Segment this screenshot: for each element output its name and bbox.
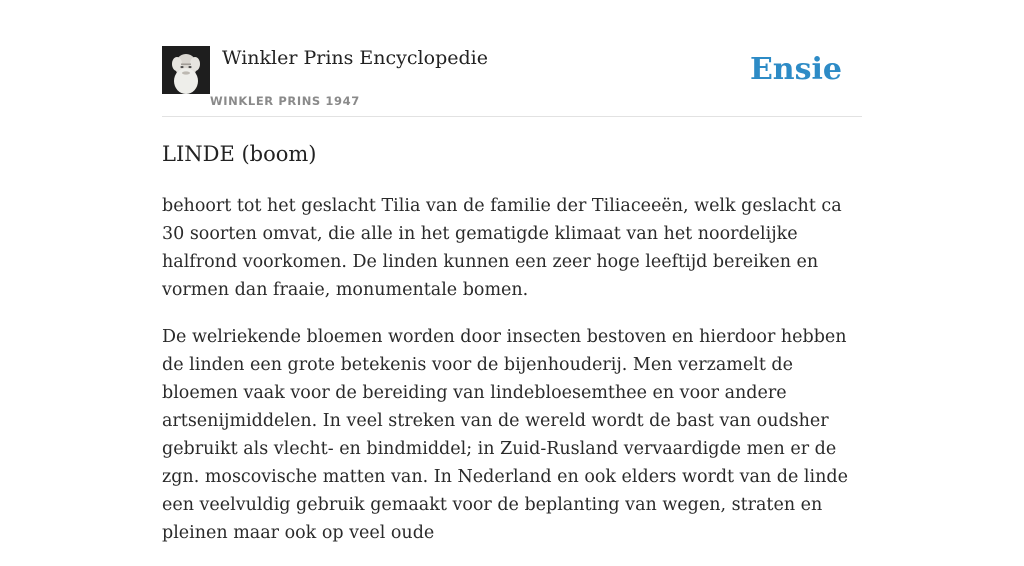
article-body: [162, 192, 862, 566]
article-title: LINDE (boom): [162, 142, 317, 166]
portrait-icon: [162, 46, 210, 94]
brand-logo[interactable]: Ensie: [749, 52, 842, 87]
paragraph-1: behoort tot het geslacht Tilia van de familie der Tiliaceeën, welk geslacht ca 30 soorten omvat, die alle in het gematigde klimaat van het noordelijke halfrond voorkomen. De linden kunnen een zeer hoge leeftijd bereiken en vormen dan fraaie, monumentale bomen.: [162, 196, 842, 300]
author-avatar[interactable]: [162, 46, 210, 94]
paragraph-2: De welriekende bloemen worden door insecten bestoven en hierdoor hebben de linden een grote betekenis voor de bijenhouderij. Men verzamelt de bloemen vaak voor de bereiding van lindebloesemthee en voor andere artsenijmiddelen. In veel streken van de wereld wordt de bast van oudsher gebruikt als vlecht- en bindmiddel; in Zuid-Rusland vervaardigde men er de zgn. moscovische matten van. In Nederland en ook elders wordt van de linde een veelvuldig gebruik gemaakt voor de beplanting van wegen, straten en pleinen maar ook op veel oude: [162, 327, 848, 543]
source-name[interactable]: Winkler Prins Encyclopedie: [222, 47, 488, 69]
source-subtitle[interactable]: WINKLER PRINS 1947: [210, 94, 360, 108]
article-header: [162, 46, 862, 117]
